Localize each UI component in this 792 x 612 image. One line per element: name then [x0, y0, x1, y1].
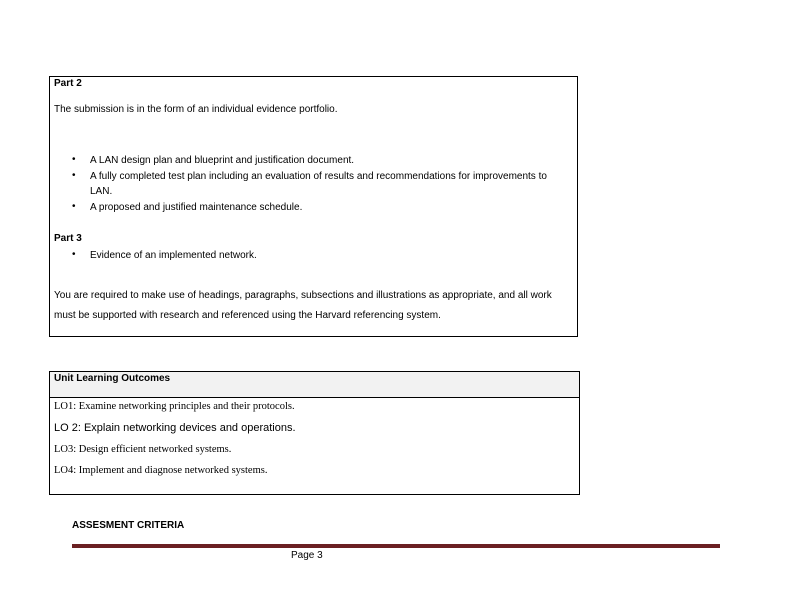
part2-bullet-2: A fully completed test plan including an evaluation of results and recommendations for improvements to LAN.: [90, 171, 547, 197]
outcome-lo4: LO4: Implement and diagnose networked systems.: [54, 465, 268, 476]
outcome-lo1: LO1: Examine networking principles and their protocols.: [54, 401, 295, 412]
part2-intro: The submission is in the form of an individual evidence portfolio.: [54, 104, 338, 115]
part2-heading: Part 2: [54, 78, 82, 89]
learning-outcomes-heading: Unit Learning Outcomes: [50, 372, 579, 398]
bullet-icon: •: [72, 201, 76, 212]
outcome-lo3: LO3: Design efficient networked systems.: [54, 444, 232, 455]
part2-bullet-1: A LAN design plan and blueprint and justification document.: [90, 155, 355, 166]
learning-outcomes-table: [49, 371, 580, 495]
referencing-note: You are required to make use of headings, paragraphs, subsections and illustrations as appropriate, and all work must be supported with research and referenced using the Harvard referencing system.: [54, 290, 552, 321]
footer-rule: [72, 544, 720, 548]
part2-bullet-3: A proposed and justified maintenance schedule.: [90, 202, 303, 213]
bullet-icon: •: [72, 249, 76, 260]
outcome-lo2: LO 2: Explain networking devices and operations.: [54, 422, 296, 434]
page-number: Page 3: [291, 550, 323, 561]
part3-bullet-1: Evidence of an implemented network.: [90, 250, 257, 261]
bullet-icon: •: [72, 170, 76, 181]
assessment-criteria-heading: ASSESMENT CRITERIA: [72, 520, 185, 531]
bullet-icon: •: [72, 154, 76, 165]
part3-heading: Part 3: [54, 233, 82, 244]
assignment-brief-box: [49, 76, 578, 337]
